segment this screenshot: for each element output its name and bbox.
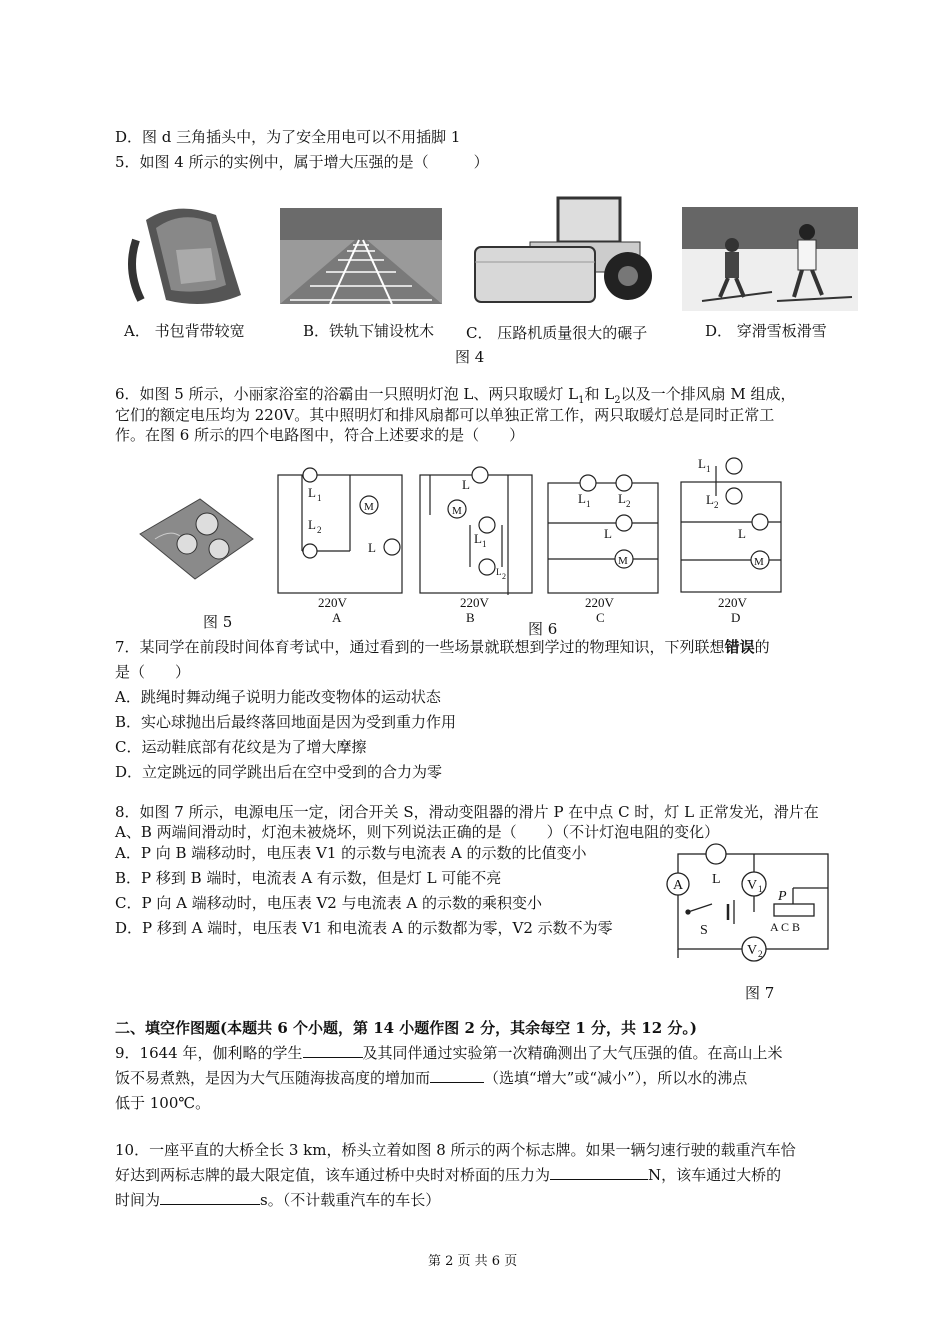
fig5-label: 图 5 bbox=[203, 613, 233, 631]
fig7-label: 图 7 bbox=[745, 984, 775, 1002]
q10-blank-2[interactable] bbox=[160, 1190, 260, 1205]
circuit-fig7 bbox=[658, 838, 840, 974]
fig4-caption-d: D． 穿滑雪板滑雪 bbox=[705, 322, 827, 340]
q8-option-a: A．P 向 B 端移动时，电压表 V1 的示数与电流表 A 的示数的比值变小 bbox=[115, 844, 587, 862]
q9-line3: 低于 100℃。 bbox=[115, 1094, 211, 1112]
svg-text:1: 1 bbox=[758, 884, 763, 894]
q7-option-d: D．立定跳远的同学跳出后在空中受到的合力为零 bbox=[115, 763, 443, 781]
q6-line2: 它们的额定电压均为 220V。其中照明灯和排风扇都可以单独正常工作，两只取暖灯总是同时正常工 bbox=[115, 406, 775, 424]
svg-text:L: L bbox=[706, 492, 714, 507]
section2-heading: 二、填空作图题(本题共 6 个小题，第 14 小题作图 2 分，其余每空 1 分，共 12 分。) bbox=[115, 1019, 697, 1037]
circuit-diagrams bbox=[270, 455, 670, 625]
roller-image bbox=[470, 192, 660, 312]
svg-text:L: L bbox=[368, 540, 376, 555]
q8-stem1: 8．如图 7 所示，电源电压一定，闭合开关 S，滑动变阻器的滑片 P 在中点 C 时，灯 L 正常发光，滑片在 bbox=[115, 803, 819, 821]
q7-option-c: C．运动鞋底部有花纹是为了增大摩擦 bbox=[115, 738, 367, 756]
q6-line3: 作。在图 6 所示的四个电路图中，符合上述要求的是（ ） bbox=[115, 426, 525, 444]
svg-text:L: L bbox=[712, 872, 721, 887]
ski-image bbox=[682, 207, 858, 311]
q10-blank-1[interactable] bbox=[550, 1165, 648, 1180]
q7-option-b: B．实心球抛出后最终落回地面是因为受到重力作用 bbox=[115, 713, 457, 731]
bath-heater-image bbox=[135, 494, 255, 582]
q9-line1: 9．1644 年，伽利略的学生 及其同伴通过实验第一次精确测出了大气压强的值。在高山上米 bbox=[115, 1044, 783, 1062]
q10-line3: 时间为 s。（不计载重汽车的车长） bbox=[115, 1191, 441, 1209]
q8-option-c: C．P 向 A 端移动时，电压表 V2 与电流表 A 的示数的乘积变小 bbox=[115, 894, 542, 912]
svg-text:L: L bbox=[308, 517, 316, 532]
q8-option-d: D．P 移到 A 端时，电压表 V1 和电流表 A 的示数都为零，V2 示数不为零 bbox=[115, 919, 613, 937]
q9-line2: 饭不易煮熟，是因为大气压随海拔高度的增加而 （选填“增大”或“减小”），所以水的沸点 bbox=[115, 1069, 748, 1087]
svg-text:L: L bbox=[698, 456, 706, 471]
svg-text:A C B: A C B bbox=[770, 920, 801, 934]
q8-stem2: A、B 两端间滑动时，灯泡未被烧坏，则下列说法正确的是（ ）（不计灯泡电阻的变化） bbox=[115, 823, 720, 841]
svg-text:1: 1 bbox=[317, 493, 322, 503]
svg-text:A: A bbox=[332, 610, 342, 625]
q4-option-d: D．图 d 三角插头中，为了安全用电可以不用插脚 1 bbox=[115, 128, 461, 146]
q9-blank-2[interactable] bbox=[430, 1068, 484, 1083]
fig4-label: 图 4 bbox=[455, 348, 485, 366]
svg-text:2: 2 bbox=[714, 500, 719, 510]
svg-text:M: M bbox=[618, 555, 628, 567]
page-footer: 第 2 页 共 6 页 bbox=[428, 1254, 518, 1269]
svg-text:B: B bbox=[466, 610, 475, 625]
svg-text:2: 2 bbox=[626, 499, 631, 509]
q10-line1: 10．一座平直的大桥全长 3 km，桥头立着如图 8 所示的两个标志牌。如果一辆匀速行驶的载重汽车恰 bbox=[115, 1141, 796, 1159]
svg-text:L: L bbox=[618, 491, 626, 506]
svg-text:L: L bbox=[604, 526, 612, 541]
q6-line1: 6．如图 5 所示，小丽家浴室的浴霸由一只照明灯泡 L、两只取暖灯 $L_1$和 $L_2$以及一个排风扇 M 组成， bbox=[115, 385, 796, 406]
svg-text:L: L bbox=[738, 526, 746, 541]
svg-text:M: M bbox=[364, 501, 374, 513]
q9-blank-1[interactable] bbox=[303, 1043, 363, 1058]
fig6-label: 图 6 bbox=[528, 620, 558, 638]
fig4-caption-a: A． 书包背带较宽 bbox=[124, 322, 245, 340]
q7-stem2: 是（ ） bbox=[115, 663, 191, 681]
svg-text:L: L bbox=[474, 531, 482, 546]
fig4-caption-b: B．铁轨下铺设枕木 bbox=[303, 322, 435, 340]
svg-text:1: 1 bbox=[586, 499, 591, 509]
svg-text:M: M bbox=[754, 556, 764, 568]
svg-text:D: D bbox=[731, 610, 741, 625]
svg-text:V: V bbox=[747, 943, 758, 958]
fig4-caption-c: C． 压路机质量很大的碾子 bbox=[466, 324, 648, 342]
backpack-image bbox=[116, 200, 264, 312]
svg-text:P: P bbox=[778, 889, 787, 904]
svg-text:S: S bbox=[700, 923, 708, 938]
svg-text:220V: 220V bbox=[460, 595, 489, 610]
svg-text:220V: 220V bbox=[718, 595, 747, 610]
svg-text:A: A bbox=[673, 878, 684, 893]
svg-text:220V: 220V bbox=[318, 595, 347, 610]
svg-text:L: L bbox=[462, 477, 470, 492]
circuit-d bbox=[676, 452, 786, 627]
svg-text:2: 2 bbox=[317, 525, 322, 535]
svg-text:L: L bbox=[496, 567, 502, 577]
svg-text:L: L bbox=[578, 491, 586, 506]
svg-text:1: 1 bbox=[482, 539, 487, 549]
svg-text:1: 1 bbox=[706, 464, 711, 474]
svg-text:M: M bbox=[452, 505, 462, 517]
svg-text:V: V bbox=[747, 878, 758, 893]
svg-text:2: 2 bbox=[502, 572, 506, 581]
svg-text:L: L bbox=[308, 485, 316, 500]
svg-text:C: C bbox=[596, 610, 605, 625]
q10-line2: 好达到两标志牌的最大限定值，该车通过桥中央时对桥面的压力为 N，该车通过大桥的 bbox=[115, 1166, 782, 1184]
svg-text:220V: 220V bbox=[585, 595, 614, 610]
q5-stem: 5．如图 4 所示的实例中，属于增大压强的是（ ） bbox=[115, 153, 489, 171]
q7-option-a: A．跳绳时舞动绳子说明力能改变物体的运动状态 bbox=[115, 688, 441, 706]
q7-stem: 7．某同学在前段时间体育考试中，通过看到的一些场景就联想到学过的物理知识，下列联想错误的 bbox=[115, 638, 770, 656]
q8-option-b: B．P 移到 B 端时，电流表 A 有示数，但是灯 L 可能不亮 bbox=[115, 869, 502, 887]
railway-image bbox=[280, 208, 442, 304]
svg-text:2: 2 bbox=[758, 949, 763, 959]
